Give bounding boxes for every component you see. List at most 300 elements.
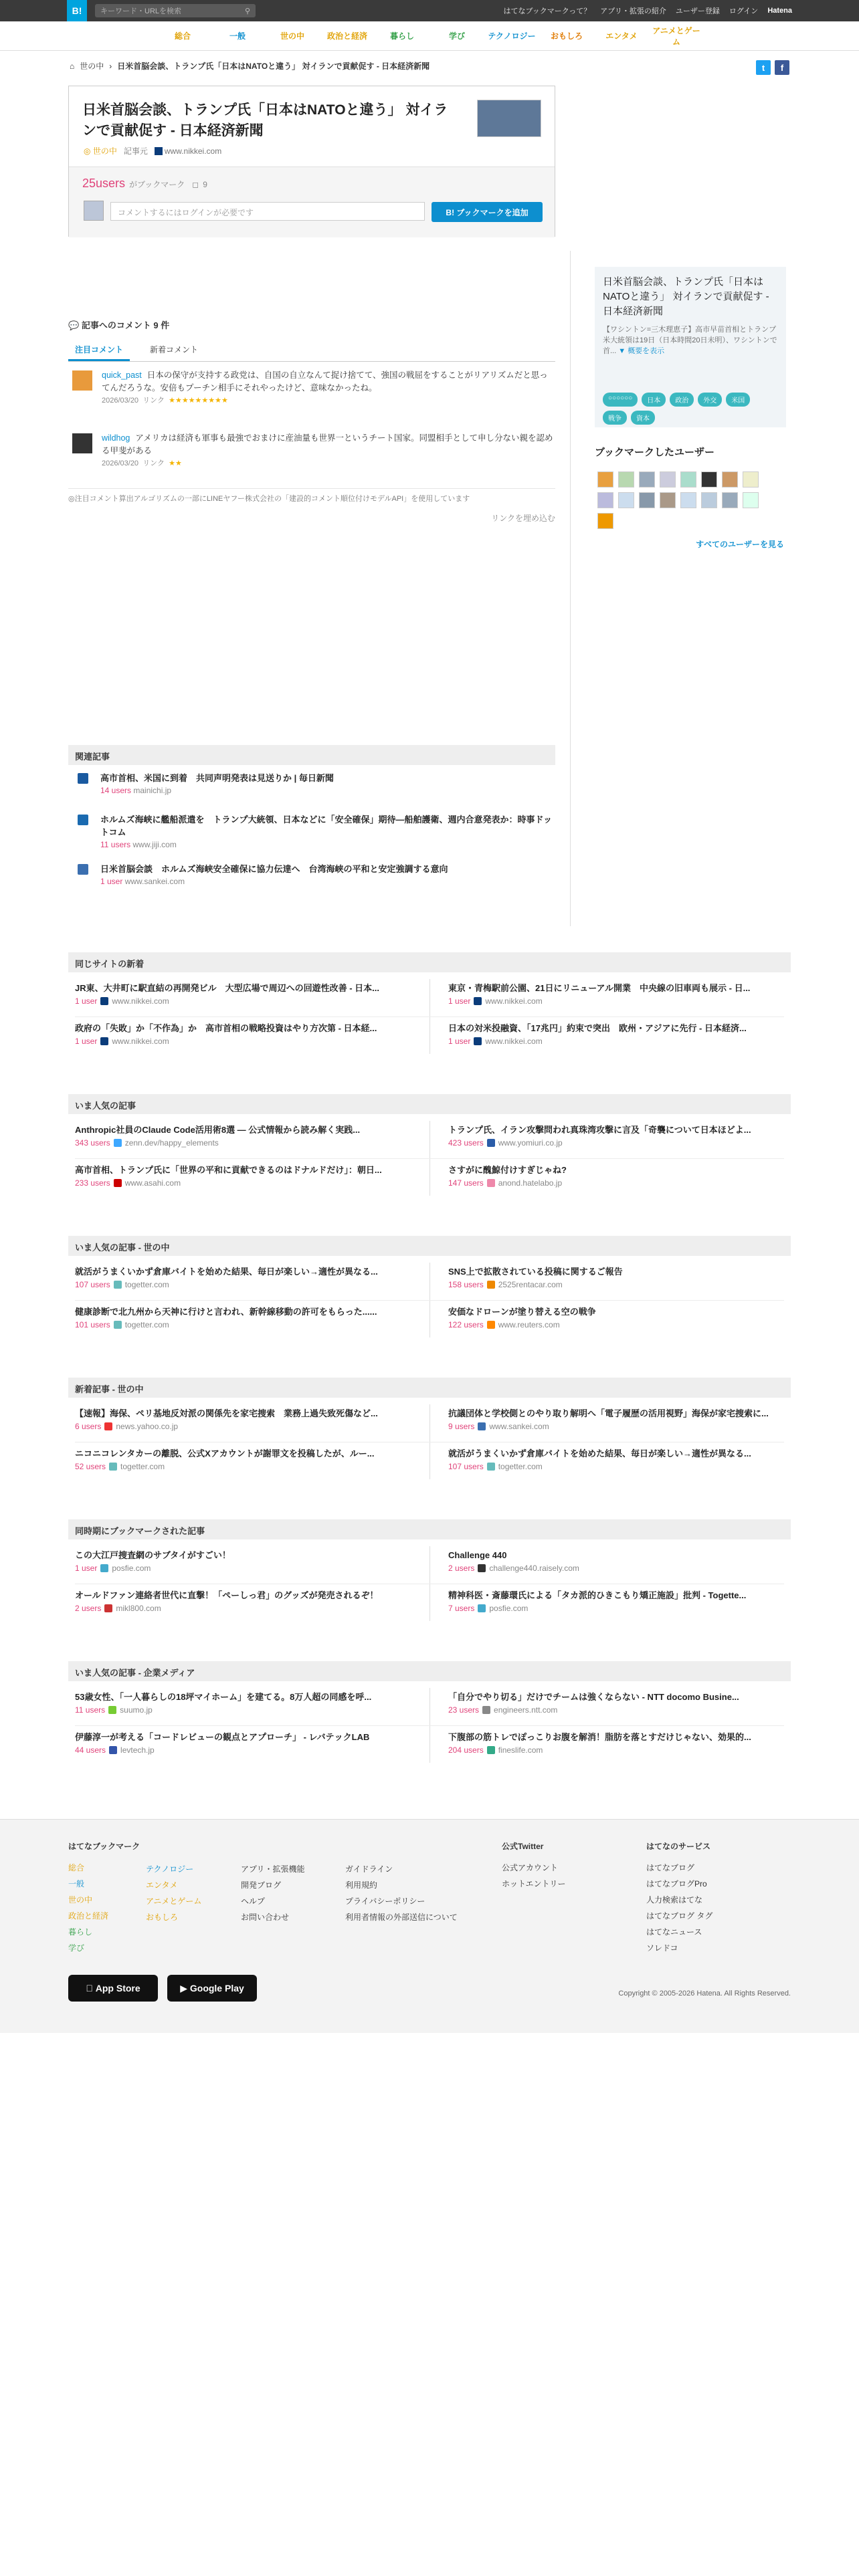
article-item bbox=[75, 1407, 430, 1431]
tab-new-comments[interactable]: 新着コメント bbox=[150, 345, 199, 354]
entry-meta bbox=[84, 145, 221, 156]
bookmark-area bbox=[69, 167, 555, 237]
article-title[interactable]: さすがに醜鯨付けすぎじゃね? bbox=[448, 1165, 567, 1175]
site-favicon-icon bbox=[487, 1179, 495, 1187]
footer-categories-b bbox=[146, 1861, 201, 1925]
entry-thumbnail[interactable] bbox=[477, 100, 541, 137]
site-favicon-icon bbox=[78, 864, 88, 875]
category-link[interactable]: エンタメ bbox=[605, 31, 638, 41]
breadcrumb-title: 日米首脳会談、トランプ氏「日本はNATOと違う」 対イランで貢献促す - 日本経済新聞 bbox=[117, 62, 430, 71]
users-count[interactable]: 343 users bbox=[75, 1138, 110, 1148]
article-meta bbox=[75, 1604, 430, 1613]
user-avatar[interactable] bbox=[597, 492, 613, 508]
home-icon[interactable]: ⌂ bbox=[70, 61, 75, 71]
article-domain[interactable]: www.nikkei.com bbox=[485, 996, 543, 1006]
article-meta bbox=[448, 1280, 803, 1289]
related-domain[interactable]: www.jiji.com bbox=[132, 840, 177, 849]
tag-badge[interactable]: 日本 bbox=[642, 393, 666, 407]
article-domain[interactable]: togetter.com bbox=[124, 1280, 169, 1289]
users-count[interactable]: 1 user bbox=[75, 1037, 98, 1046]
article-title[interactable]: 53歳女性、「一人暮らしの18坪マイホーム」を建てる。8万人超の同感を呼... bbox=[75, 1692, 372, 1702]
footer-category-link[interactable]: 暮らし bbox=[68, 1927, 93, 1937]
all-users-link[interactable]: すべてのユーザーを見る bbox=[696, 540, 784, 549]
app-store-button[interactable]: App Store bbox=[68, 1975, 158, 2002]
comment-username[interactable]: wildhog bbox=[102, 433, 130, 443]
footer-link[interactable]: 開発ブログ bbox=[241, 1881, 282, 1890]
user-avatar[interactable] bbox=[722, 492, 738, 508]
article-item bbox=[448, 1549, 803, 1573]
site-favicon-icon bbox=[478, 1422, 486, 1430]
footer-category-link[interactable]: 世の中 bbox=[68, 1895, 93, 1905]
site-favicon-icon bbox=[114, 1139, 122, 1147]
users-count[interactable]: 1 user bbox=[75, 1564, 98, 1573]
footer-category-link[interactable]: 一般 bbox=[68, 1879, 85, 1889]
top-bar bbox=[0, 0, 859, 21]
article-meta bbox=[75, 996, 430, 1006]
article-domain[interactable]: posfie.com bbox=[489, 1604, 529, 1613]
bookmark-label: がブックマーク bbox=[129, 180, 185, 189]
footer-category-link[interactable]: 総合 bbox=[68, 1863, 85, 1872]
article-title[interactable]: 精神科医・斎藤環氏による「タカ派的ひきこもり矯正施設」批判 - Togette... bbox=[448, 1590, 747, 1600]
user-avatar[interactable] bbox=[660, 471, 676, 488]
site-favicon-icon bbox=[478, 1604, 486, 1612]
search-input[interactable] bbox=[95, 4, 256, 17]
users-count[interactable]: 1 user bbox=[448, 1037, 471, 1046]
article-item bbox=[75, 982, 430, 1006]
footer-link[interactable]: プライバシーポリシー bbox=[345, 1897, 425, 1906]
article-item bbox=[75, 1305, 430, 1329]
article-title[interactable]: 健康診断で北九州から天神に行けと言われ、新幹線移動の許可をもらった...... bbox=[75, 1307, 377, 1317]
category-link[interactable]: おもしろ bbox=[550, 31, 583, 41]
article-section bbox=[68, 1378, 791, 1485]
article-title[interactable]: 東京・青梅駅前公園、21日にリニューアル開業 中央線の旧車両も展示 - 日... bbox=[448, 983, 751, 993]
article-domain[interactable]: fineslife.com bbox=[498, 1745, 543, 1755]
article-domain[interactable]: engineers.ntt.com bbox=[494, 1705, 558, 1715]
site-favicon-icon bbox=[108, 1706, 116, 1714]
footer-link[interactable]: ヘルプ bbox=[241, 1897, 266, 1906]
related-title[interactable]: 日米首脳会談 ホルムズ海峡安全確保に協力伝達へ 台湾海峡の平和と安定強調する意向 bbox=[100, 864, 448, 874]
add-bookmark-button[interactable]: B! ブックマークを追加 bbox=[432, 202, 543, 222]
users-count[interactable]: 423 users bbox=[448, 1138, 484, 1148]
category-link[interactable]: 暮らし bbox=[389, 31, 414, 41]
site-favicon-icon bbox=[104, 1422, 112, 1430]
hatena-bookmark-logo[interactable]: B! bbox=[67, 0, 87, 21]
article-item bbox=[448, 1407, 803, 1431]
article-domain[interactable]: togetter.com bbox=[120, 1462, 165, 1471]
article-meta bbox=[448, 1138, 803, 1148]
article-domain[interactable]: togetter.com bbox=[124, 1320, 169, 1329]
users-count[interactable]: 23 users bbox=[448, 1705, 480, 1715]
entry-title[interactable]: 日米首脳会談、トランプ氏「日本はNATOと違う」 対イランで貢献促す - 日本経済新聞 bbox=[82, 102, 448, 138]
users-count[interactable]: 2 users bbox=[75, 1604, 102, 1613]
users-count[interactable]: 14 users bbox=[100, 786, 132, 795]
article-item bbox=[448, 1731, 803, 1755]
site-favicon-icon bbox=[78, 815, 88, 825]
footer-services-col bbox=[646, 1838, 712, 1956]
article-domain[interactable]: togetter.com bbox=[498, 1462, 543, 1471]
article-meta bbox=[448, 1422, 803, 1431]
footer-links-3 bbox=[345, 1861, 458, 1925]
article-item bbox=[448, 982, 803, 1006]
users-count[interactable]: 107 users bbox=[448, 1462, 484, 1471]
about-link[interactable]: はてなブックマークって？ bbox=[503, 7, 591, 15]
divider bbox=[75, 1016, 784, 1017]
comment-count: 9 bbox=[203, 180, 207, 189]
article-meta bbox=[75, 1705, 430, 1715]
site-favicon-icon bbox=[474, 997, 482, 1005]
article-title[interactable]: JR東、大井町に駅直結の再開発ビル 大型広場で周辺への回遊性改善 - 日本... bbox=[75, 983, 380, 993]
article-title[interactable]: 就活がうまくいかず倉庫バイトを始めた結果、毎日が楽しい→適性が異なる... bbox=[448, 1448, 751, 1459]
article-meta bbox=[448, 1037, 803, 1046]
section-heading: いま人気の記事 bbox=[68, 1094, 791, 1114]
summary-title[interactable]: 日米首脳会談、トランプ氏「日本はNATOと違う」 対イランで貢献促す - 日本経済新聞 bbox=[603, 276, 769, 317]
footer bbox=[0, 1819, 859, 2033]
article-title[interactable]: ニコニコレンタカーの離脱、公式Xアカウントが謝罪文を投稿したが、ルー... bbox=[75, 1448, 375, 1459]
footer-links-2 bbox=[241, 1861, 305, 1925]
users-count[interactable]: 52 users bbox=[75, 1462, 106, 1471]
article-domain[interactable]: posfie.com bbox=[112, 1564, 151, 1573]
comment-link[interactable]: リンク bbox=[142, 397, 165, 405]
user-avatar[interactable] bbox=[72, 370, 92, 391]
record-label: 記事元 bbox=[123, 146, 148, 156]
users-count[interactable]: 1 user bbox=[100, 877, 123, 886]
article-domain[interactable]: www.nikkei.com bbox=[112, 1037, 169, 1046]
footer-twitter-link[interactable]: 公式アカウント bbox=[502, 1863, 558, 1872]
article-item bbox=[448, 1164, 803, 1188]
article-item bbox=[448, 1022, 803, 1046]
article-title[interactable]: 日本の対米投融資、「17兆円」約束で突出 欧州・アジアに先行 - 日本経済... bbox=[448, 1023, 747, 1033]
user-avatar[interactable] bbox=[639, 471, 655, 488]
users-count[interactable]: 44 users bbox=[75, 1745, 106, 1755]
user-avatar[interactable] bbox=[597, 471, 613, 488]
hatena-brand[interactable]: Hatena bbox=[767, 7, 792, 15]
user-avatar[interactable] bbox=[701, 492, 717, 508]
share-buttons bbox=[756, 60, 789, 75]
article-item bbox=[75, 1265, 430, 1289]
users-count[interactable]: 147 users bbox=[448, 1178, 484, 1188]
site-favicon-icon bbox=[114, 1321, 122, 1329]
article-title[interactable]: 高市首相、トランプ氏に「世界の平和に貢献できるのはドナルドだけ」：朝日... bbox=[75, 1165, 382, 1175]
article-title[interactable]: 政府の「失敗」か「不作為」か 高市首相の戦略投資はやり方次第 - 日本経... bbox=[75, 1023, 377, 1033]
article-title[interactable]: この大江戸捜査網のサブタイがすごい！ bbox=[75, 1550, 231, 1560]
article-section bbox=[68, 1094, 791, 1201]
related-meta bbox=[100, 786, 554, 795]
divider bbox=[75, 1725, 784, 1726]
article-domain[interactable]: zenn.dev/happy_elements bbox=[124, 1138, 219, 1148]
user-avatar[interactable] bbox=[680, 471, 696, 488]
article-meta bbox=[75, 1178, 430, 1188]
article-section bbox=[68, 1236, 791, 1343]
site-favicon-icon bbox=[100, 1037, 108, 1045]
speech-bubble-icon: 💬 bbox=[68, 320, 80, 330]
comment-meta: 2026/03/20 リンク ★★ bbox=[102, 459, 182, 467]
article-title[interactable]: 伊藤淳一が考える「コードレビューの観点とアプローチ」 - レバテックLAB bbox=[75, 1732, 370, 1742]
article-meta bbox=[448, 1178, 803, 1188]
entry-category[interactable]: ◎ 世の中 bbox=[84, 146, 117, 156]
article-title[interactable]: Challenge 440 bbox=[448, 1550, 507, 1560]
users-count[interactable]: 233 users bbox=[75, 1178, 110, 1188]
category-link[interactable]: アニメとゲーム bbox=[652, 25, 700, 47]
google-play-button[interactable]: ▶ Google Play bbox=[167, 1975, 257, 2002]
article-section bbox=[68, 1661, 791, 1768]
article-item bbox=[75, 1123, 430, 1148]
section-heading: 新着記事 - 世の中 bbox=[68, 1378, 791, 1398]
summary-more-link[interactable]: ▼ 概要を表示 bbox=[618, 347, 665, 355]
article-meta bbox=[448, 1705, 803, 1715]
user-avatar[interactable] bbox=[618, 471, 634, 488]
footer-service-link[interactable]: はてなブログ タグ bbox=[646, 1911, 713, 1921]
comment-item bbox=[72, 432, 554, 470]
related-domain[interactable]: www.sankei.com bbox=[124, 877, 185, 886]
comment-input[interactable]: コメントするにはログインが必要です bbox=[110, 202, 425, 221]
star-rating[interactable]: ★★ bbox=[169, 459, 182, 467]
article-meta bbox=[448, 1564, 803, 1573]
related-title[interactable]: 高市首相、米国に到着 共同声明発表は見送りか | 毎日新聞 bbox=[100, 773, 334, 783]
user-avatar[interactable] bbox=[722, 471, 738, 488]
users-count[interactable]: 1 user bbox=[448, 996, 471, 1006]
site-favicon-icon bbox=[109, 1463, 117, 1471]
users-count[interactable]: 107 users bbox=[75, 1280, 110, 1289]
footer-category-link[interactable]: エンタメ bbox=[146, 1881, 178, 1890]
article-item bbox=[448, 1305, 803, 1329]
category-nav bbox=[0, 21, 859, 51]
comment-meta: 2026/03/20 リンク ★★★★★★★★★ bbox=[102, 397, 228, 405]
tag-badge[interactable]: ○○○○○○ bbox=[603, 393, 638, 407]
sidebar bbox=[570, 251, 791, 926]
footer-service-link[interactable]: 人力検索はてな bbox=[646, 1895, 703, 1905]
article-domain[interactable]: suumo.jp bbox=[120, 1705, 153, 1715]
avatar bbox=[84, 201, 104, 221]
article-meta bbox=[75, 1138, 430, 1148]
footer-link[interactable]: ガイドライン bbox=[345, 1864, 393, 1874]
footer-categories-a bbox=[68, 1860, 140, 1956]
breadcrumb-section[interactable]: 世の中 bbox=[80, 62, 104, 71]
user-avatar[interactable] bbox=[743, 492, 759, 508]
article-item bbox=[448, 1123, 803, 1148]
comment-item bbox=[72, 369, 554, 407]
article-item bbox=[75, 1447, 430, 1471]
category-link[interactable]: 世の中 bbox=[280, 31, 304, 41]
users-count[interactable]: 122 users bbox=[448, 1320, 484, 1329]
comment-text: quick_past 日本の保守が支持する政党は、自国の自立なんて捉け捨てて、強国の戦屈をすることがリアリズムだと思ってんだろうな。安倍もプーチン相手にそれやったけど、意味なかったね。 bbox=[102, 370, 548, 393]
article-domain[interactable]: www.reuters.com bbox=[498, 1320, 560, 1329]
apps-link[interactable]: アプリ・拡張の紹介 bbox=[600, 7, 666, 15]
article-item bbox=[75, 1022, 430, 1046]
related-meta bbox=[100, 840, 554, 849]
users-count[interactable]: 2 users bbox=[448, 1564, 475, 1573]
user-avatar[interactable] bbox=[660, 492, 676, 508]
user-avatar[interactable] bbox=[701, 471, 717, 488]
footer-service-link[interactable]: はてなブログPro bbox=[646, 1879, 707, 1889]
tag-badge[interactable]: 資本 bbox=[631, 411, 655, 425]
article-domain[interactable]: www.asahi.com bbox=[124, 1178, 181, 1188]
bookmark-users-heading: ブックマークしたユーザー bbox=[595, 447, 714, 458]
section-heading: いま人気の記事 - 世の中 bbox=[68, 1236, 791, 1256]
article-meta bbox=[448, 996, 803, 1006]
related-domain[interactable]: mainichi.jp bbox=[133, 786, 172, 795]
article-title[interactable]: トランプ氏、イラン攻撃問われ真珠湾攻撃に言及「奇襲について日本ほどよ... bbox=[448, 1125, 751, 1135]
section-heading: 同時期にブックマークされた記事 bbox=[68, 1519, 791, 1539]
related-title[interactable]: ホルムズ海峡に艦船派遣を トランプ大統領、日本などに「安全確保」期待―船舶護衛、週内合意発表か：時事ドットコム bbox=[100, 815, 552, 837]
users-count[interactable]: 7 users bbox=[448, 1604, 475, 1613]
divider bbox=[75, 1158, 784, 1159]
site-favicon-icon bbox=[78, 773, 88, 784]
footer-category-link[interactable]: 政治と経済 bbox=[68, 1911, 109, 1921]
tab-popular-comments[interactable]: 注目コメント bbox=[68, 340, 130, 361]
comments-heading: 💬 記事へのコメント 9 件 bbox=[68, 320, 170, 330]
footer-bookmark-col bbox=[68, 1838, 140, 1956]
category-link[interactable]: 総合 bbox=[174, 31, 191, 41]
site-favicon-icon bbox=[487, 1746, 495, 1754]
user-avatar-grid bbox=[597, 471, 771, 529]
article-meta bbox=[75, 1280, 430, 1289]
users-count[interactable]: 6 users bbox=[75, 1422, 102, 1431]
user-avatar[interactable] bbox=[680, 492, 696, 508]
article-item bbox=[75, 1731, 430, 1755]
footer-link[interactable]: お問い合わせ bbox=[241, 1913, 290, 1922]
tag-badge[interactable]: 政治 bbox=[670, 393, 694, 407]
related-item bbox=[72, 772, 554, 795]
footer-service-link[interactable]: はてなブログ bbox=[646, 1863, 695, 1872]
site-favicon-icon bbox=[487, 1463, 495, 1471]
tag-list bbox=[603, 393, 778, 425]
article-domain[interactable]: anond.hatelabo.jp bbox=[498, 1178, 563, 1188]
site-favicon-icon bbox=[487, 1321, 495, 1329]
comment-link[interactable]: リンク bbox=[142, 459, 165, 467]
article-meta bbox=[75, 1320, 430, 1329]
footer-link[interactable]: 利用規約 bbox=[345, 1881, 378, 1890]
footer-services-links bbox=[646, 1860, 712, 1956]
article-domain[interactable]: challenge440.raisely.com bbox=[489, 1564, 579, 1573]
users-count[interactable]: 11 users bbox=[75, 1705, 106, 1715]
related-item bbox=[72, 863, 554, 886]
site-favicon-icon bbox=[474, 1037, 482, 1045]
article-title[interactable]: 「自分でやり切る」だけでチームは強くならない - NTT docomo Busine... bbox=[448, 1692, 739, 1702]
article-meta bbox=[448, 1604, 803, 1613]
facebook-share-icon[interactable]: f bbox=[775, 60, 789, 75]
site-favicon-icon bbox=[478, 1564, 486, 1572]
article-meta bbox=[448, 1320, 803, 1329]
entry-domain[interactable]: www.nikkei.com bbox=[155, 146, 221, 156]
users-count[interactable]: 204 users bbox=[448, 1745, 484, 1755]
article-item bbox=[448, 1447, 803, 1471]
tag-badge[interactable]: 外交 bbox=[698, 393, 722, 407]
tag-badge[interactable]: 戦争 bbox=[603, 411, 627, 425]
category-link[interactable]: テクノロジー bbox=[488, 31, 536, 41]
user-avatar[interactable] bbox=[639, 492, 655, 508]
article-meta bbox=[75, 1422, 430, 1431]
related-meta bbox=[100, 877, 554, 886]
category-link[interactable]: 一般 bbox=[229, 31, 246, 41]
article-domain[interactable]: www.yomiuri.co.jp bbox=[498, 1138, 563, 1148]
footer-services-heading: はてなのサービス bbox=[646, 1842, 711, 1851]
users-count[interactable]: 11 users bbox=[100, 840, 131, 849]
article-item bbox=[448, 1589, 803, 1613]
nikkei-favicon-icon bbox=[155, 147, 163, 155]
article-domain[interactable]: 2525rentacar.com bbox=[498, 1280, 563, 1289]
section-heading: いま人気の記事 - 企業メディア bbox=[68, 1661, 791, 1681]
footer-twitter-link[interactable]: ホットエントリー bbox=[502, 1879, 566, 1889]
article-domain[interactable]: www.sankei.com bbox=[489, 1422, 549, 1431]
footer-link[interactable]: アプリ・拡張機能 bbox=[241, 1864, 305, 1874]
article-domain[interactable]: news.yahoo.co.jp bbox=[116, 1422, 179, 1431]
users-count[interactable]: 101 users bbox=[75, 1320, 110, 1329]
register-link[interactable]: ユーザー登録 bbox=[675, 7, 720, 15]
users-count[interactable]: 9 users bbox=[448, 1422, 475, 1431]
article-title[interactable]: 抗議団体と学校側とのやり取り解明へ「電子履歴の活用視野」海保が家宅捜索に... bbox=[448, 1408, 769, 1418]
footer-category-link[interactable]: アニメとゲーム bbox=[146, 1897, 202, 1906]
article-meta bbox=[75, 1745, 430, 1755]
users-count[interactable]: 1 user bbox=[75, 996, 98, 1006]
twitter-share-icon[interactable]: t bbox=[756, 60, 771, 75]
footer-service-link[interactable]: ソレドコ bbox=[646, 1943, 678, 1953]
user-avatar[interactable] bbox=[743, 471, 759, 488]
article-meta bbox=[75, 1462, 430, 1471]
article-domain[interactable]: www.nikkei.com bbox=[112, 996, 169, 1006]
chevron-right-icon: › bbox=[109, 61, 112, 71]
article-item bbox=[75, 1691, 430, 1715]
star-rating[interactable]: ★★★★★★★★★ bbox=[169, 397, 228, 405]
article-item bbox=[448, 1265, 803, 1289]
article-meta bbox=[448, 1462, 803, 1471]
summary-card bbox=[595, 267, 786, 427]
article-item bbox=[448, 1691, 803, 1715]
user-avatar[interactable] bbox=[597, 513, 613, 529]
footer-service-link[interactable]: はてなニュース bbox=[646, 1927, 702, 1937]
embed-link[interactable]: リンクを埋め込む bbox=[491, 514, 555, 523]
site-favicon-icon bbox=[114, 1281, 122, 1289]
article-title[interactable]: オールドファン連絡者世代に直撃！「ペーしっ君」のグッズが発売されるぞ！ bbox=[75, 1590, 379, 1600]
article-domain[interactable]: levtech.jp bbox=[120, 1745, 155, 1755]
user-avatar[interactable] bbox=[618, 492, 634, 508]
comment-username[interactable]: quick_past bbox=[102, 370, 142, 380]
footer-twitter-col bbox=[502, 1838, 566, 1892]
top-nav bbox=[504, 5, 793, 16]
article-item bbox=[75, 1164, 430, 1188]
article-title[interactable]: Anthropic社員のClaude Code活用術8選 — 公式情報から読み解く実践... bbox=[75, 1125, 361, 1135]
article-item bbox=[75, 1549, 430, 1573]
user-avatar[interactable] bbox=[72, 433, 92, 453]
article-domain[interactable]: mikl800.com bbox=[116, 1604, 161, 1613]
comment-icon: ◻ bbox=[192, 180, 199, 189]
article-meta bbox=[448, 1745, 803, 1755]
comment-tabs bbox=[68, 340, 555, 362]
article-title[interactable]: SNS上で拡散されている投稿に関するご報告 bbox=[448, 1267, 623, 1277]
article-title[interactable]: 安価なドローンが塗り替える空の戦争 bbox=[448, 1307, 596, 1317]
category-link[interactable]: 学び bbox=[448, 31, 465, 41]
users-count[interactable]: 158 users bbox=[448, 1280, 484, 1289]
site-favicon-icon bbox=[482, 1706, 490, 1714]
footer-category-link[interactable]: 学び bbox=[68, 1943, 85, 1953]
comment-footnote: ◎注目コメント算出アルゴリズムの一部にLINEヤフー株式会社の「建設的コメント順位付けモデルAPI」を使用しています bbox=[68, 488, 555, 504]
article-title[interactable]: 下腹部の筋トレでぽっこりお腹を解消！脂肪を落とすだけじゃない、効果的... bbox=[448, 1732, 751, 1742]
category-link[interactable]: 政治と経済 bbox=[326, 31, 367, 41]
article-title[interactable]: 【速報】海保、ペリ基地反対派の関係先を家宅捜索 業務上過失致死傷など... bbox=[75, 1408, 378, 1418]
tag-badge[interactable]: 米国 bbox=[726, 393, 750, 407]
footer-category-link[interactable]: テクノロジー bbox=[146, 1864, 194, 1874]
search-icon[interactable]: ⚲ bbox=[244, 7, 250, 15]
login-link[interactable]: ログイン bbox=[729, 7, 759, 15]
article-title[interactable]: 就活がうまくいかず倉庫バイトを始めた結果、毎日が楽しい→適性が異なる... bbox=[75, 1267, 378, 1277]
apple-icon bbox=[86, 1983, 93, 1994]
site-favicon-icon bbox=[100, 1564, 108, 1572]
article-section bbox=[68, 1519, 791, 1626]
footer-category-link[interactable]: おもしろ bbox=[146, 1913, 179, 1922]
footer-link[interactable]: 利用者情報の外部送信について bbox=[345, 1913, 458, 1922]
site-favicon-icon bbox=[487, 1139, 495, 1147]
article-domain[interactable]: www.nikkei.com bbox=[485, 1037, 543, 1046]
users-count[interactable]: 25users がブックマーク ◻ 9 bbox=[82, 177, 207, 190]
